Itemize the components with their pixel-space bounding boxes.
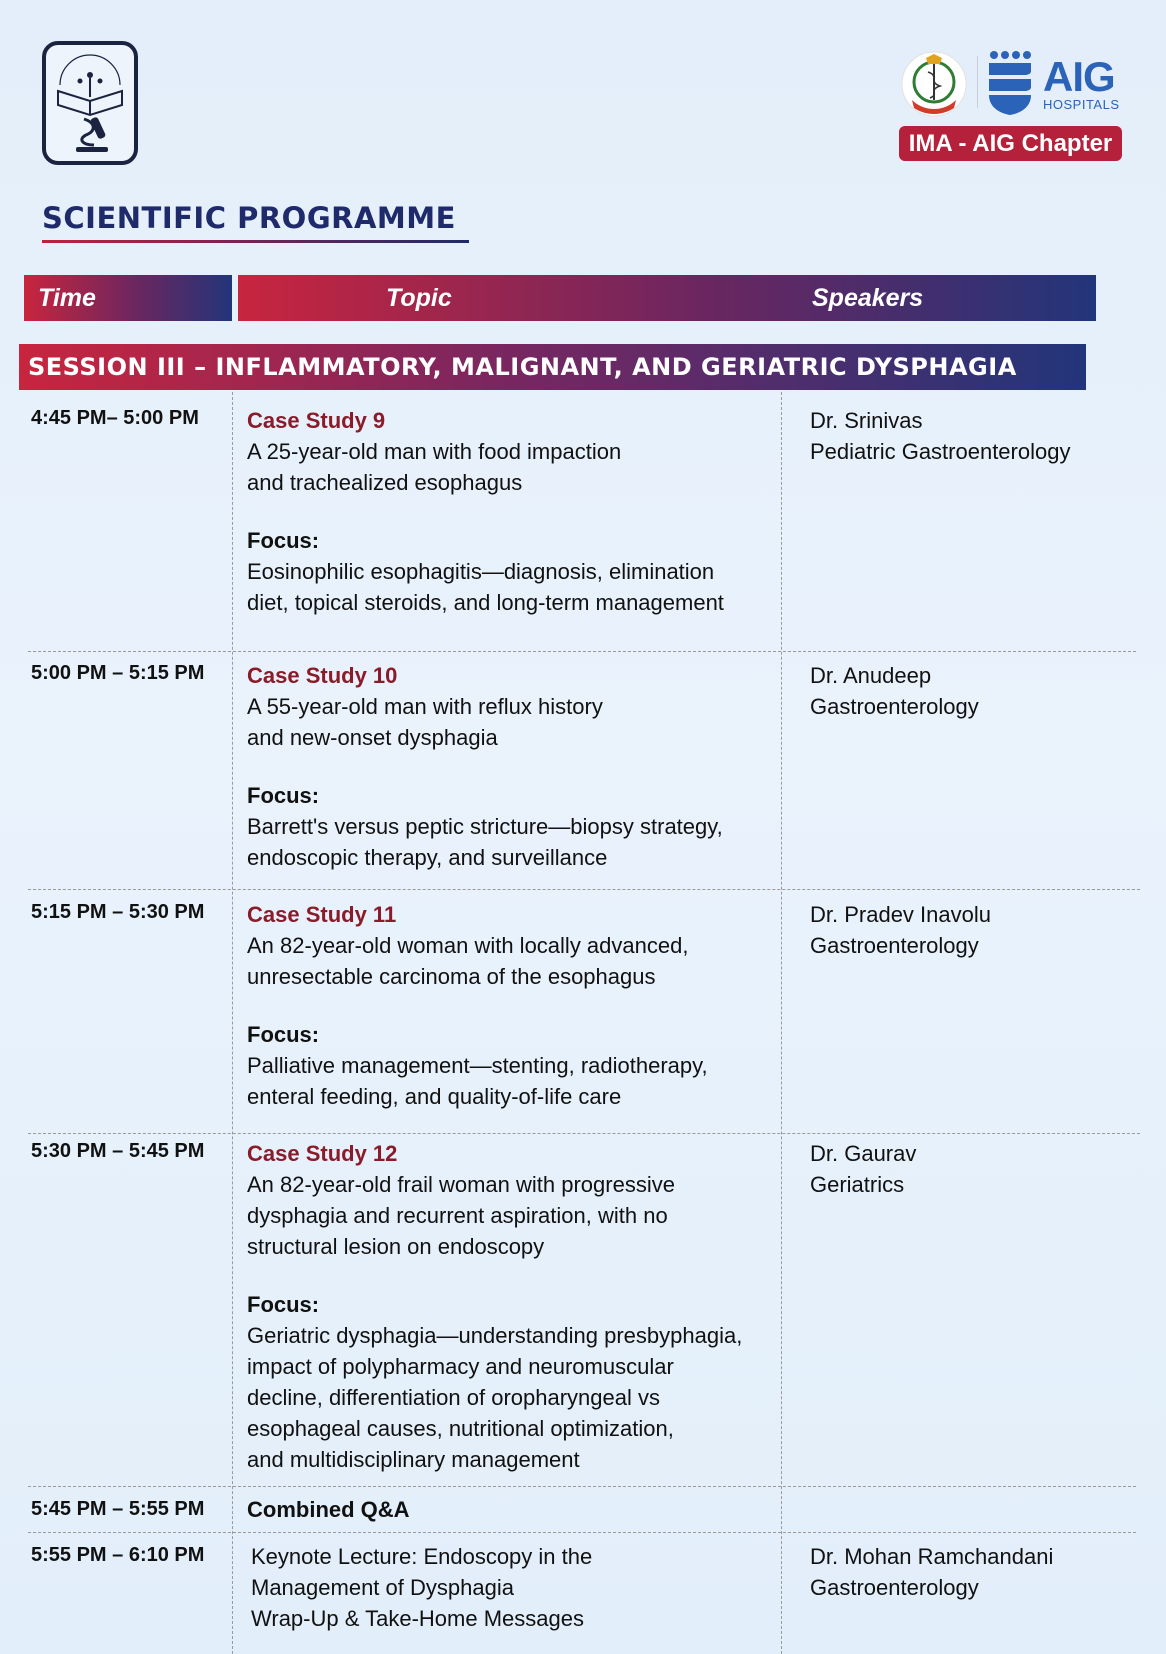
- table-row-topic: [247, 405, 757, 618]
- focus-line: and multidisciplinary management: [247, 1447, 580, 1472]
- column-divider-time: [232, 392, 233, 1654]
- speaker-name: Dr. Srinivas: [810, 408, 923, 433]
- academics-foundation-logo: [42, 41, 138, 165]
- case-description-line: A 55-year-old man with reflux history: [247, 694, 603, 719]
- row-divider: [28, 1133, 1140, 1134]
- column-header-topic-speakers: [238, 275, 1096, 321]
- row-time: 5:00 PM – 5:15 PM: [31, 662, 205, 684]
- logo-divider: [977, 56, 978, 108]
- title-underline: [42, 240, 469, 243]
- row-time: 5:45 PM – 5:55 PM: [31, 1498, 205, 1520]
- speaker-name: Dr. Gaurav: [810, 1141, 917, 1166]
- focus-line: endoscopic therapy, and surveillance: [247, 845, 608, 870]
- focus-label: Focus:: [247, 528, 320, 553]
- case-description-line: unresectable carcinoma of the esophagus: [247, 964, 656, 989]
- speaker-name: Dr. Pradev Inavolu: [810, 902, 991, 927]
- speaker-department: Geriatrics: [810, 1172, 905, 1197]
- case-description-line: and trachealized esophagus: [247, 470, 523, 495]
- focus-line: Geriatric dysphagia—understanding presbyphagia,: [247, 1323, 743, 1348]
- session-title: SESSION III – INFLAMMATORY, MALIGNANT, AND GERIATRIC DYSPHAGIA: [28, 353, 1017, 381]
- ima-seal-logo: [900, 50, 968, 118]
- column-header-speakers-label: Speakers: [812, 284, 924, 312]
- focus-label: Focus:: [247, 783, 320, 808]
- case-study-title: Case Study 10: [247, 663, 398, 688]
- case-description-line: A 25-year-old man with food impaction: [247, 439, 622, 464]
- table-row-topic: [247, 899, 757, 1112]
- aig-logo-text: AIG: [1043, 53, 1115, 100]
- row-time: 5:30 PM – 5:45 PM: [31, 1140, 205, 1162]
- focus-label: Focus:: [247, 1022, 320, 1047]
- row-divider: [28, 1532, 1136, 1533]
- aig-logo-subtext: HOSPITALS: [1043, 97, 1120, 112]
- row-divider: [28, 651, 1136, 652]
- column-header-time: [24, 275, 232, 321]
- table-row-topic: [247, 1138, 757, 1475]
- qa-label: Combined Q&A: [247, 1497, 410, 1522]
- focus-line: enteral feeding, and quality-of-life care: [247, 1084, 622, 1109]
- aig-hospitals-mark-icon: [985, 49, 1035, 117]
- focus-line: Palliative management—stenting, radiotherapy,: [247, 1053, 708, 1078]
- focus-line: diet, topical steroids, and long-term management: [247, 590, 724, 615]
- row-time: 5:55 PM – 6:10 PM: [31, 1544, 205, 1566]
- case-description-line: An 82-year-old woman with locally advanced,: [247, 933, 689, 958]
- case-study-title: Case Study 12: [247, 1141, 398, 1166]
- row-divider: [28, 889, 1140, 890]
- keynote-topic: [251, 1541, 761, 1634]
- keynote-speaker: [810, 1541, 1140, 1603]
- microscope-book-icon: [46, 45, 134, 161]
- case-description-line: An 82-year-old frail woman with progressive: [247, 1172, 675, 1197]
- page-title: SCIENTIFIC PROGRAMME: [42, 201, 456, 235]
- focus-line: Eosinophilic esophagitis—diagnosis, elimination: [247, 559, 715, 584]
- speaker-name: Dr. Anudeep: [810, 663, 932, 688]
- column-header-time-label: Time: [38, 284, 96, 312]
- keynote-line: Keynote Lecture: Endoscopy in the: [251, 1544, 593, 1569]
- speaker-name: Dr. Mohan Ramchandani: [810, 1544, 1054, 1569]
- case-description-line: structural lesion on endoscopy: [247, 1234, 545, 1259]
- table-row-speaker: [810, 405, 1140, 467]
- speaker-department: Gastroenterology: [810, 933, 979, 958]
- chapter-badge: IMA - AIG Chapter: [899, 126, 1122, 161]
- focus-line: Barrett's versus peptic stricture—biopsy strategy,: [247, 814, 723, 839]
- table-row-topic: [247, 660, 757, 873]
- row-time: 5:15 PM – 5:30 PM: [31, 901, 205, 923]
- keynote-line: Management of Dysphagia: [251, 1575, 514, 1600]
- focus-label: Focus:: [247, 1292, 320, 1317]
- keynote-line: Wrap-Up & Take-Home Messages: [251, 1606, 584, 1631]
- speaker-department: Gastroenterology: [810, 694, 979, 719]
- focus-line: esophageal causes, nutritional optimization,: [247, 1416, 674, 1441]
- focus-line: impact of polypharmacy and neuromuscular: [247, 1354, 674, 1379]
- column-header-topic-label: Topic: [386, 284, 452, 312]
- focus-line: decline, differentiation of oropharyngeal vs: [247, 1385, 660, 1410]
- case-study-title: Case Study 9: [247, 408, 386, 433]
- column-divider-speakers: [781, 392, 782, 1654]
- table-row-speaker: [810, 1138, 1140, 1200]
- session-title-bar: [19, 344, 1086, 390]
- case-description-line: and new-onset dysphagia: [247, 725, 498, 750]
- row-time: 4:45 PM– 5:00 PM: [31, 407, 199, 429]
- case-description-line: dysphagia and recurrent aspiration, with no: [247, 1203, 668, 1228]
- speaker-department: Gastroenterology: [810, 1575, 979, 1600]
- case-study-title: Case Study 11: [247, 902, 397, 927]
- table-row-speaker: [810, 899, 1140, 961]
- speaker-department: Pediatric Gastroenterology: [810, 439, 1071, 464]
- row-divider: [28, 1486, 1136, 1487]
- table-row-speaker: [810, 660, 1140, 722]
